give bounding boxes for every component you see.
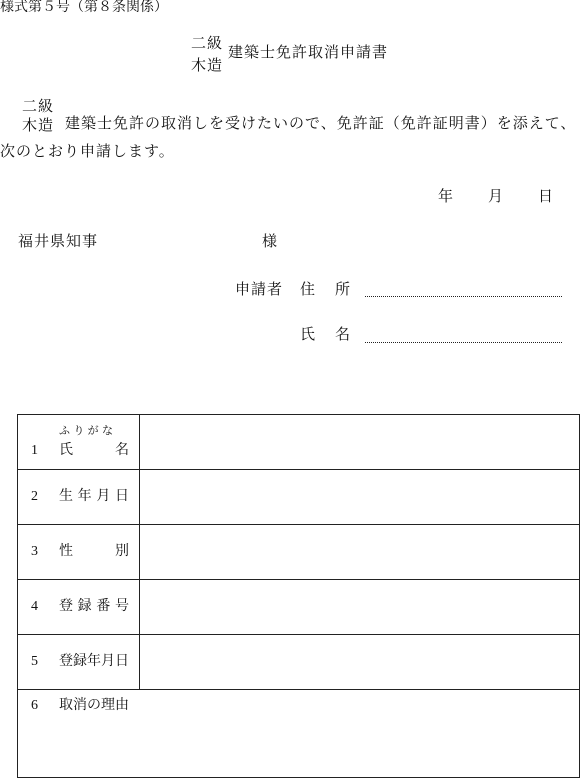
row-number: 6 [31, 698, 38, 713]
statement-qualifier-top: 二級 [22, 99, 55, 115]
row-number: 1 [31, 443, 38, 458]
table-row-cancellation-reason [18, 690, 579, 777]
table-label-cell [18, 635, 140, 689]
name-value-cell [140, 415, 579, 469]
registration-date-value-cell [140, 635, 579, 689]
row-number: 5 [31, 654, 38, 669]
table-label-cell [18, 580, 140, 634]
row-label-registration-date [59, 655, 129, 669]
furigana-label-text: ふりがな [59, 425, 113, 437]
table-row-registration-date [18, 635, 579, 690]
row-label-text: 氏名 [59, 443, 129, 458]
birthdate-value-cell [140, 470, 579, 524]
table-row-name [18, 415, 579, 470]
details-table [17, 414, 580, 778]
row-number: 3 [31, 544, 38, 559]
registration-number-value-cell [140, 580, 579, 634]
furigana-label [59, 426, 113, 437]
table-row-registration-number [18, 580, 579, 635]
applicant-name-label [300, 328, 350, 343]
table-row-gender [18, 525, 579, 580]
table-label-cell [18, 470, 140, 524]
row-label-registration-number [59, 600, 129, 614]
statement-qualifier-bottom: 木造 [22, 118, 55, 134]
addressee-honorific: 様 [262, 234, 278, 250]
row-label-text: 登録年月日 [59, 654, 129, 669]
statement-line-2: 次のとおり申請します。 [0, 144, 175, 160]
row-label-text: 登録番号 [59, 599, 129, 614]
date-day-label: 日 [538, 189, 554, 205]
table-label-cell [18, 415, 140, 469]
table-row-birthdate [18, 470, 579, 525]
row-number: 4 [31, 599, 38, 614]
row-label-text: 生年月日 [59, 489, 129, 504]
row-label-name [59, 444, 129, 458]
addressee-name: 福井県知事 [18, 234, 99, 250]
form-number: 様式第５号（第８条関係） [0, 0, 168, 15]
row-number: 2 [31, 489, 38, 504]
title-qualifier-bottom: 木造 [191, 58, 224, 74]
applicant-role-label: 申請者 [235, 282, 284, 298]
document-title: 建築士免許取消申請書 [228, 45, 389, 61]
row-label-cancellation-reason: 取消の理由 [59, 698, 129, 713]
title-qualifier-top: 二級 [191, 36, 224, 52]
statement-line-1: 建築士免許の取消しを受けたいので、免許証（免許証明書）を添えて、 [65, 116, 577, 132]
row-label-birthdate [59, 490, 129, 504]
applicant-address-line [365, 296, 562, 297]
applicant-address-label [300, 283, 350, 298]
gender-value-cell [140, 525, 579, 579]
applicant-address-label-text: 住所 [300, 282, 350, 298]
table-label-cell [18, 525, 140, 579]
date-year-label: 年 [438, 189, 454, 205]
row-label-gender [59, 545, 129, 559]
applicant-name-line [365, 342, 562, 343]
row-label-text: 性別 [59, 544, 129, 559]
date-month-label: 月 [488, 189, 504, 205]
applicant-name-label-text: 氏名 [300, 327, 350, 343]
